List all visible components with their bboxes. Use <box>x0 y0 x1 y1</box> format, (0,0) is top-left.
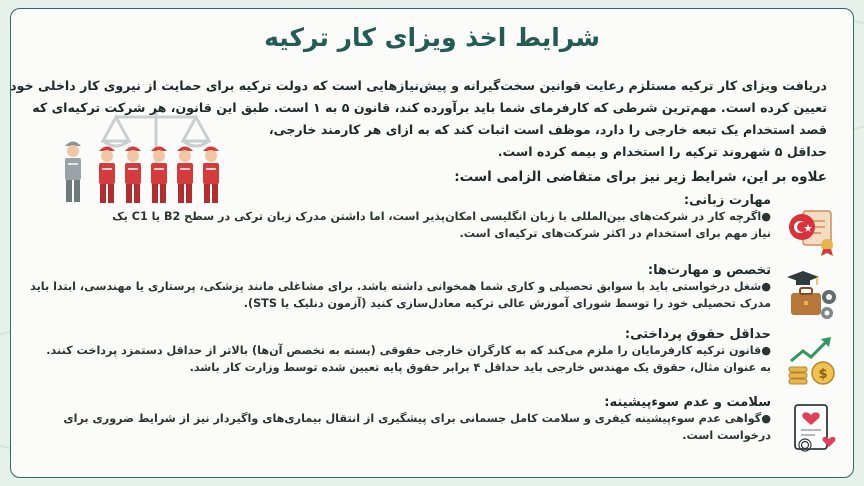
section-line: شغل درخواستی باید با سوابق تحصیلی و کاری شما همخوانی داشته باشد. برای مشاغلی مانند پزشکی، پرستاری یا مهندسی، ابتدا باید <box>30 280 762 293</box>
bullet-icon: ● <box>761 412 771 425</box>
intro-paragraph <box>10 75 827 163</box>
section-salary <box>11 327 771 376</box>
graduation-briefcase-gears-icon <box>785 267 839 321</box>
health-document-fingerprint-icon <box>785 403 839 457</box>
section-line: گواهی عدم سوءپیشینه کیفری و سلامت کامل جسمانی برای پیشگیری از انتقال بیماری‌های واگیردار نیز از شرایط ضروری برای <box>63 412 762 425</box>
intro-line: حداقل ۵ شهروند ترکیه را استخدام و بیمه کرده است. <box>497 144 827 159</box>
section-body <box>11 342 771 376</box>
turkish-language-certificate-icon <box>785 203 839 257</box>
section-title: مهارت زبانی: <box>683 193 771 208</box>
section-body <box>11 208 771 242</box>
salary-growth-coins-icon <box>785 333 839 387</box>
intro-line: قصد استخدام یک تبعه خارجی را دارد، موظف است اثبات کند که به ازای هر کارمند خارجی، <box>268 122 827 137</box>
section-title: حداقل حقوق پرداختی: <box>624 327 771 342</box>
section-line: اگرچه کار در شرکت‌های بین‌المللی با زبان انگلیسی امکان‌پذیر است، اما داشتن مدرک زبان ترکی در سطح B2 یا C1 یک <box>112 210 762 223</box>
section-title: تخصص و مهارت‌ها: <box>647 263 771 278</box>
section-language <box>11 193 771 242</box>
section-line: درخواست است. <box>682 429 771 442</box>
section-title: سلامت و عدم سوءپیشینه: <box>604 395 771 410</box>
intro-line: دریافت ویزای کار ترکیه مستلزم رعایت قوانین سخت‌گیرانه و پیش‌نیازهایی است که دولت ترکیه برای حمایت از نیروی کار داخلی خود <box>10 78 827 93</box>
svg-text:$: $ <box>818 367 828 382</box>
requirements-heading: علاوه بر این، شرایط زیر نیز برای متقاضی الزامی است: <box>454 169 827 185</box>
intro-line: تعیین کرده است. مهم‌ترین شرطی که کارفرمای شما باید برآورده کند، قانون ۵ به ۱ است. طبق این قانون، هر شرکت ترکیه‌ای که <box>32 100 827 115</box>
page-title: شرایط اخذ ویزای کار ترکیه <box>264 23 600 52</box>
section-health <box>11 395 771 444</box>
bullet-icon: ● <box>761 280 771 293</box>
section-line: مدرک تحصیلی خود را توسط شورای آموزش عالی ترکیه معادل‌سازی کنید (آزمون دنلیک یا STS). <box>243 297 771 310</box>
section-expertise <box>11 263 771 312</box>
section-body <box>11 278 771 312</box>
section-line: نیاز مهم برای استخدام در اکثر شرکت‌های ترکیه‌ای است. <box>459 227 771 240</box>
bullet-icon: ● <box>761 344 771 357</box>
bullet-icon: ● <box>761 210 771 223</box>
section-line: به عنوان مثال، حقوق یک مهندس خارجی باید حداقل ۴ برابر حقوق پایه تعیین شده توسط وزارت کار باشد. <box>189 361 771 374</box>
info-card <box>10 8 854 478</box>
section-body <box>11 410 771 444</box>
section-line: قانون ترکیه کارفرمایان را ملزم می‌کند که به کارگران خارجی حقوقی (بسته به تخصص آن‌ها) بالاتر از حداقل دستمزد پرداخت کنند. <box>46 344 762 357</box>
